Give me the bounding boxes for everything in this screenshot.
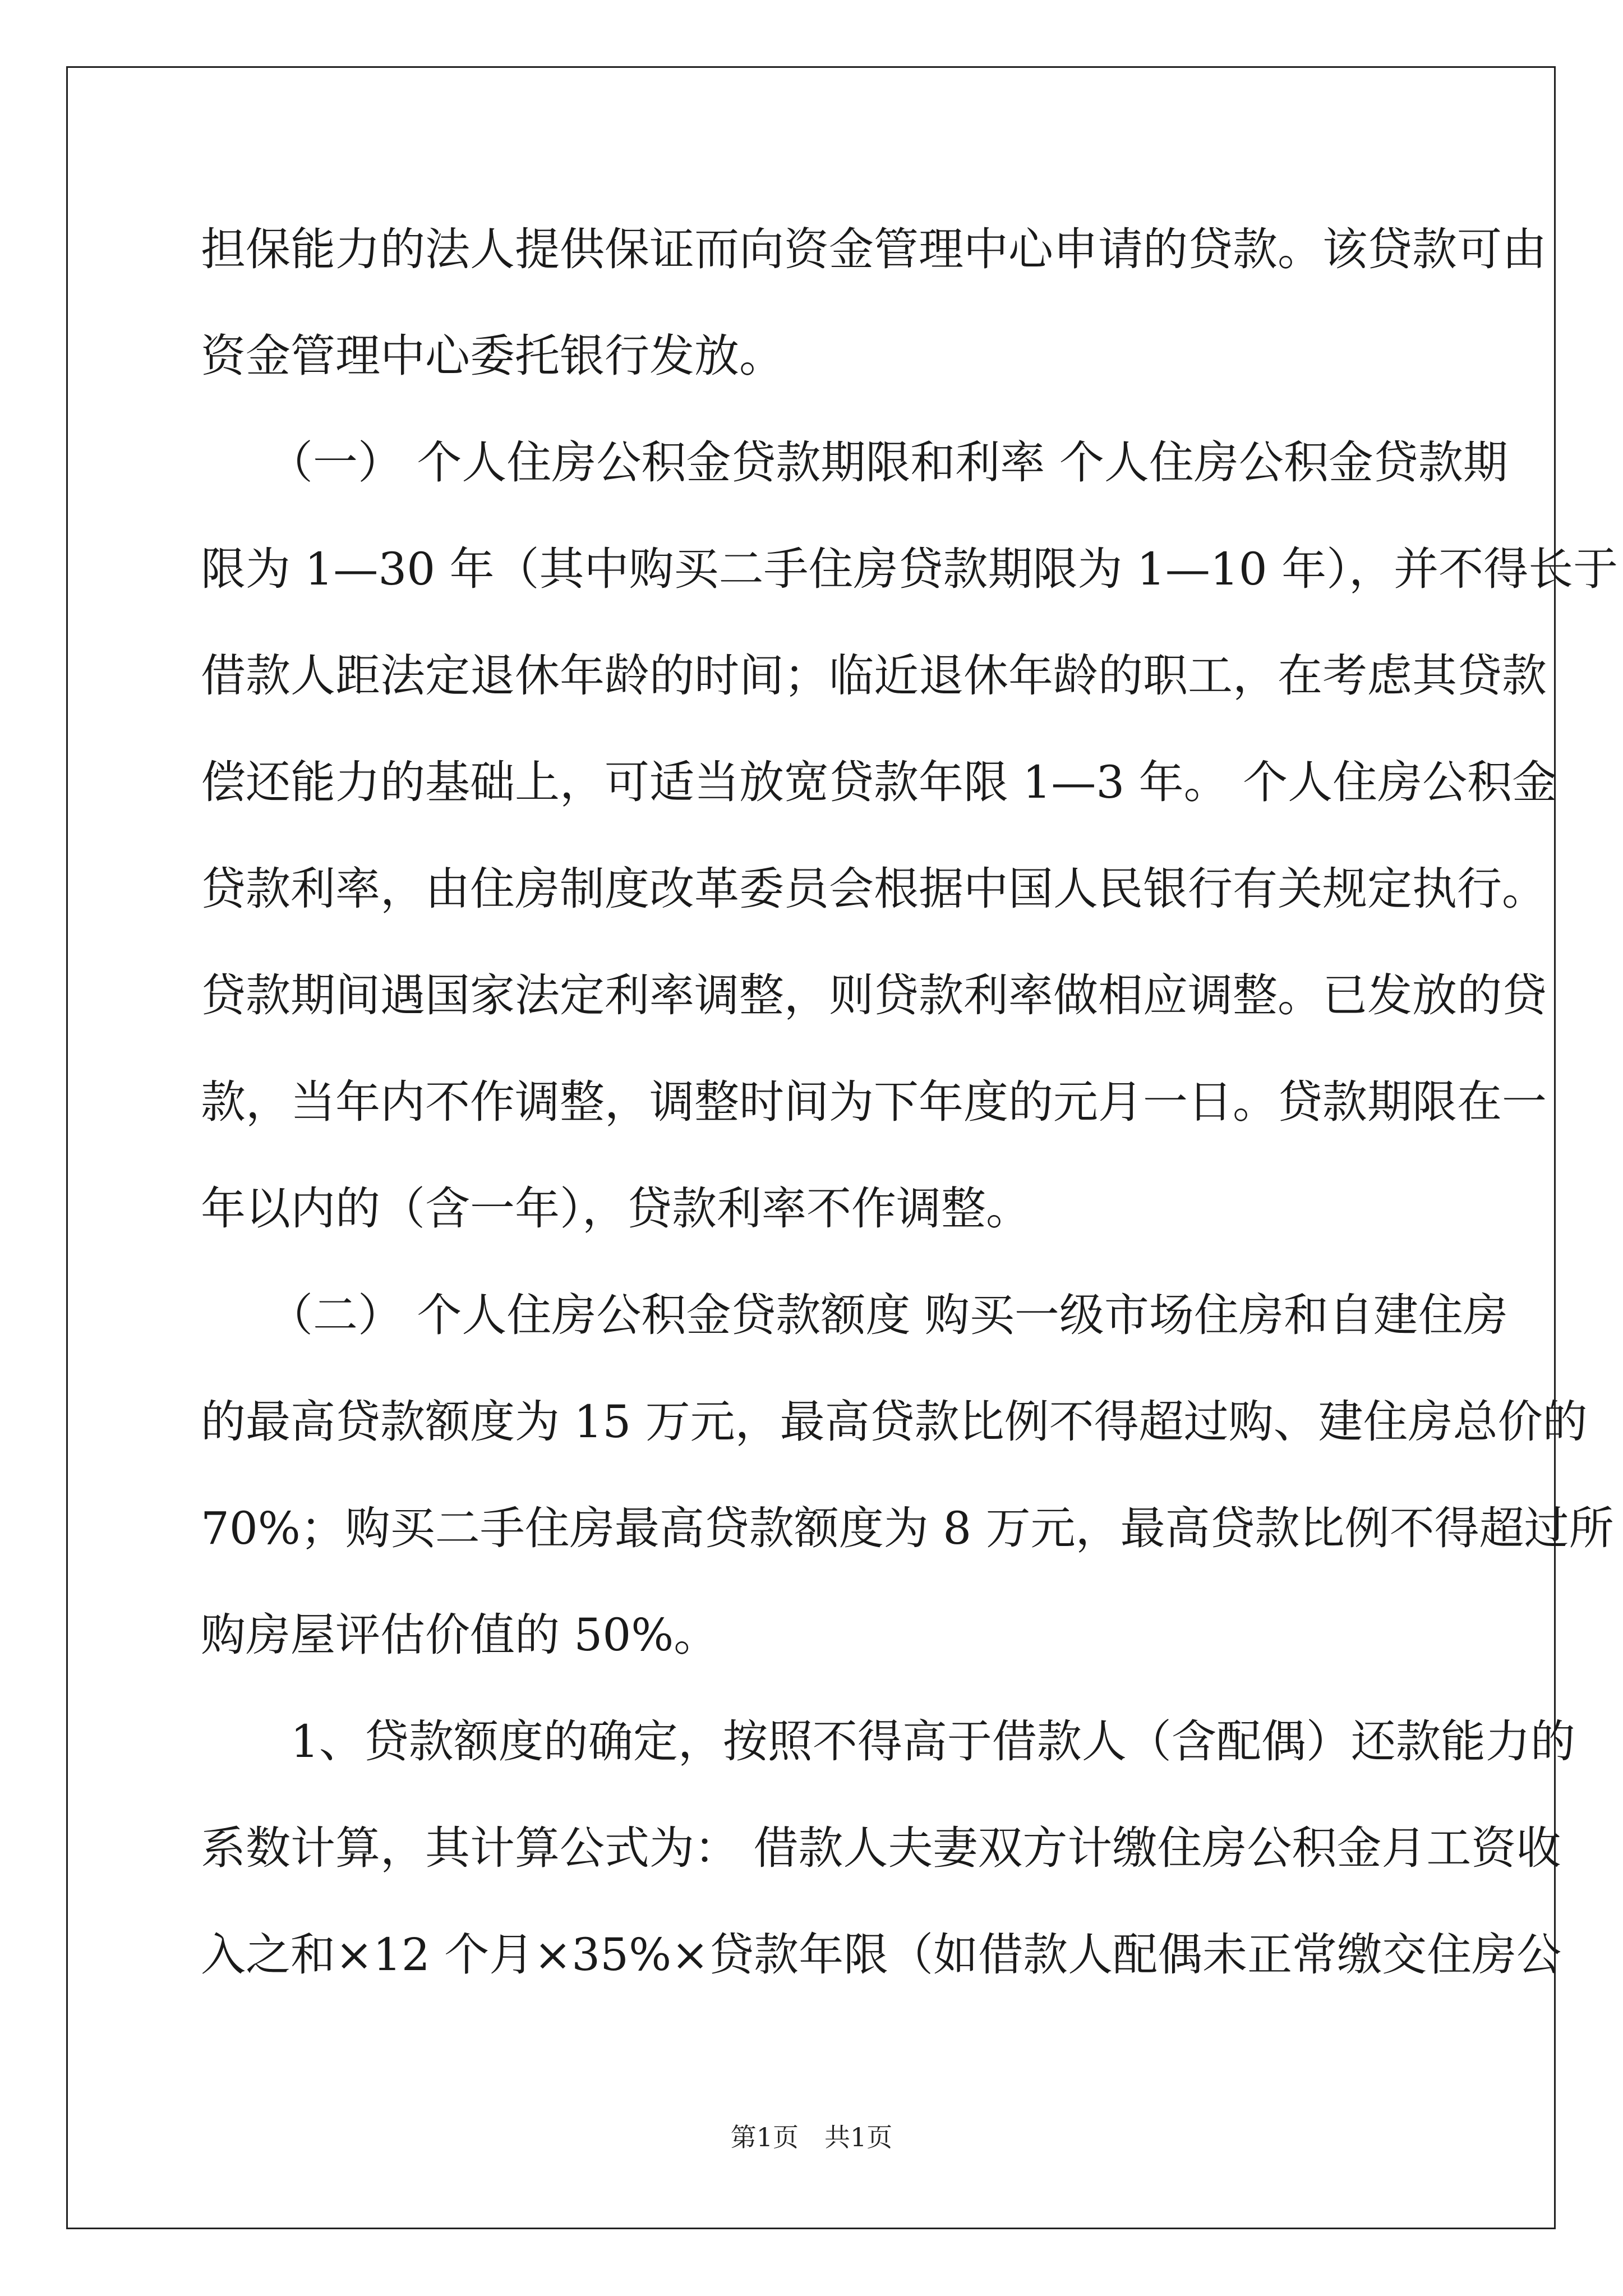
text-line: 年以内的（含一年），贷款利率不作调整。 (201, 1182, 1031, 1235)
text-line: 的最高贷款额度为 15 万元，最高贷款比例不得超过购、建住房总价的 (201, 1396, 1588, 1448)
text-line: 款，当年内不作调整，调整时间为下年度的元月一日。贷款期限在一 (201, 1076, 1547, 1128)
text-line: 贷款期间遇国家法定利率调整，则贷款利率做相应调整。已发放的贷 (201, 969, 1547, 1022)
text-line: 70%；购买二手住房最高贷款额度为 8 万元，最高贷款比例不得超过所 (201, 1502, 1614, 1554)
text-line: 担保能力的法人提供保证而向资金管理中心申请的贷款。该贷款可由 (201, 223, 1547, 275)
text-line: 系数计算，其计算公式为： 借款人夫妻双方计缴住房公积金月工资收 (201, 1822, 1561, 1874)
text-line: 借款人距法定退休年龄的时间；临近退休年龄的职工，在考虑其贷款 (201, 650, 1547, 702)
text-line: 贷款利率，由住房制度改革委员会根据中国人民银行有关规定执行。 (201, 863, 1547, 915)
text-line: 入之和×12 个月×35%×贷款年限（如借款人配偶未正常缴交住房公 (201, 1929, 1562, 1981)
text-line: （二） 个人住房公积金贷款额度 购买一级市场住房和自建住房 (201, 1289, 1508, 1341)
text-line: 购房屋评估价值的 50%。 (201, 1609, 719, 1661)
text-line: 偿还能力的基础上，可适当放宽贷款年限 1—3 年。 个人住房公积金 (201, 756, 1557, 808)
text-line: 1、贷款额度的确定，按照不得高于借款人（含配偶）还款能力的 (201, 1715, 1575, 1768)
page-footer: 第1页 共1页 (730, 2122, 893, 2152)
text-line: 限为 1—30 年（其中购买二手住房贷款期限为 1—10 年），并不得长于 (201, 543, 1619, 595)
page-border (66, 66, 1619, 2229)
text-line: 资金管理中心委托银行发放。 (201, 330, 784, 382)
text-line: （一） 个人住房公积金贷款期限和利率 个人住房公积金贷款期 (201, 436, 1508, 489)
